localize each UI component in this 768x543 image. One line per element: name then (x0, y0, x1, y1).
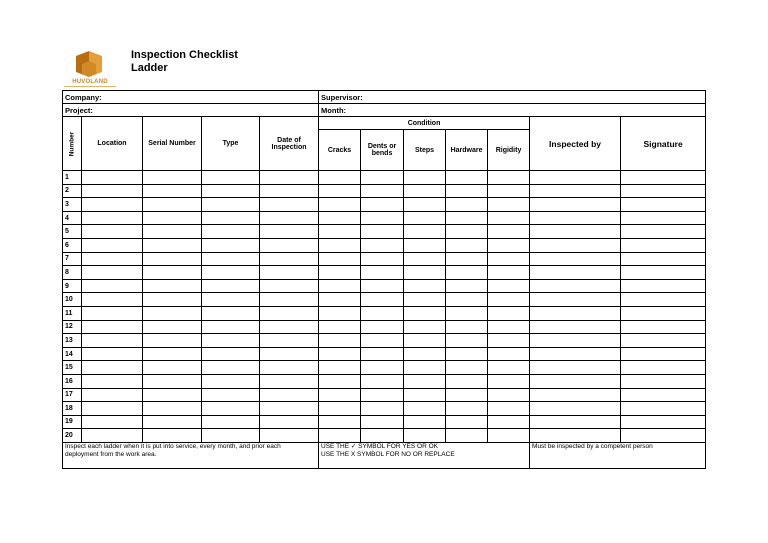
rigidity-cell[interactable] (488, 320, 530, 334)
table-row (63, 334, 706, 348)
table-row (63, 266, 706, 280)
rigidity-cell[interactable] (488, 347, 530, 361)
hardware-cell[interactable] (446, 361, 488, 375)
cracks-cell[interactable] (319, 402, 361, 416)
type-cell[interactable] (202, 429, 260, 443)
dents-or-bends-cell[interactable] (361, 225, 404, 239)
inspected-by-cell[interactable] (530, 429, 621, 443)
type-cell[interactable] (202, 402, 260, 416)
hardware-cell[interactable] (446, 320, 488, 334)
inspected-by-cell[interactable] (530, 320, 621, 334)
hardware-cell[interactable] (446, 184, 488, 198)
date-of-inspection-cell[interactable] (260, 279, 319, 293)
signature-cell[interactable] (621, 320, 706, 334)
signature-header: Signature (621, 117, 706, 171)
serial-number-cell[interactable] (143, 374, 202, 388)
title-line-2: Ladder (131, 62, 168, 74)
steps-cell[interactable] (404, 402, 446, 416)
inspected-by-cell[interactable] (530, 347, 621, 361)
date-of-inspection-cell[interactable] (260, 402, 319, 416)
steps-cell[interactable] (404, 306, 446, 320)
cracks-cell[interactable] (319, 171, 361, 185)
serial-number-cell[interactable] (143, 198, 202, 212)
dents-or-bends-cell[interactable] (361, 184, 404, 198)
date-of-inspection-cell[interactable] (260, 198, 319, 212)
dents-or-bends-cell[interactable] (361, 334, 404, 348)
location-cell[interactable] (82, 266, 143, 280)
logo-text: HUVOLAND (72, 79, 108, 85)
type-cell[interactable] (202, 374, 260, 388)
table-row (63, 388, 706, 402)
steps-cell[interactable] (404, 334, 446, 348)
hardware-cell[interactable] (446, 225, 488, 239)
rigidity-cell[interactable] (488, 361, 530, 375)
table-row (63, 320, 706, 334)
footer-row (63, 442, 706, 468)
steps-cell[interactable] (404, 211, 446, 225)
dents-or-bends-cell[interactable] (361, 198, 404, 212)
row-number: 6 (63, 238, 82, 252)
location-cell[interactable] (82, 293, 143, 307)
month-field[interactable]: Month: (319, 104, 706, 117)
date-of-inspection-cell[interactable] (260, 238, 319, 252)
cracks-cell[interactable] (319, 225, 361, 239)
cracks-cell[interactable] (319, 211, 361, 225)
signature-cell[interactable] (621, 225, 706, 239)
inspected-by-header: Inspected by (530, 117, 621, 171)
cracks-cell[interactable] (319, 279, 361, 293)
steps-cell[interactable] (404, 266, 446, 280)
serial-number-cell[interactable] (143, 211, 202, 225)
location-cell[interactable] (82, 252, 143, 266)
type-cell[interactable] (202, 266, 260, 280)
signature-cell[interactable] (621, 238, 706, 252)
cracks-cell[interactable] (319, 334, 361, 348)
location-cell[interactable] (82, 306, 143, 320)
project-field[interactable]: Project: (63, 104, 319, 117)
hardware-cell[interactable] (446, 211, 488, 225)
signature-cell[interactable] (621, 361, 706, 375)
inspected-by-cell[interactable] (530, 306, 621, 320)
hardware-header: Hardware (446, 130, 488, 171)
rigidity-header: Rigidity (488, 130, 530, 171)
cracks-cell[interactable] (319, 429, 361, 443)
cracks-header: Cracks (319, 130, 361, 171)
table-row (63, 361, 706, 375)
type-cell[interactable] (202, 184, 260, 198)
type-cell[interactable] (202, 211, 260, 225)
table-row (63, 252, 706, 266)
condition-header: Condition (319, 117, 530, 130)
steps-cell[interactable] (404, 429, 446, 443)
steps-cell[interactable] (404, 198, 446, 212)
number-header (63, 117, 82, 171)
type-cell[interactable] (202, 361, 260, 375)
serial-number-cell[interactable] (143, 225, 202, 239)
inspected-by-cell[interactable] (530, 171, 621, 185)
row-number: 18 (63, 402, 82, 416)
steps-cell[interactable] (404, 374, 446, 388)
date-of-inspection-cell[interactable] (260, 388, 319, 402)
date-of-inspection-cell[interactable] (260, 347, 319, 361)
date-of-inspection-header: Date of Inspection (260, 117, 319, 171)
serial-number-cell[interactable] (143, 320, 202, 334)
serial-number-cell[interactable] (143, 347, 202, 361)
row-number: 17 (63, 388, 82, 402)
symbol-legend (319, 442, 530, 468)
steps-cell[interactable] (404, 238, 446, 252)
date-of-inspection-cell[interactable] (260, 184, 319, 198)
steps-cell[interactable] (404, 320, 446, 334)
hardware-cell[interactable] (446, 374, 488, 388)
rigidity-cell[interactable] (488, 252, 530, 266)
rigidity-cell[interactable] (488, 198, 530, 212)
location-cell[interactable] (82, 334, 143, 348)
row-number: 15 (63, 361, 82, 375)
signature-cell[interactable] (621, 429, 706, 443)
inspected-by-cell[interactable] (530, 211, 621, 225)
steps-cell[interactable] (404, 252, 446, 266)
rigidity-cell[interactable] (488, 334, 530, 348)
inspected-by-cell[interactable] (530, 266, 621, 280)
company-field[interactable]: Company: (63, 91, 319, 104)
row-number: 1 (63, 171, 82, 185)
row-number: 2 (63, 184, 82, 198)
signature-cell[interactable] (621, 266, 706, 280)
rigidity-cell[interactable] (488, 238, 530, 252)
type-cell[interactable] (202, 225, 260, 239)
rigidity-cell[interactable] (488, 171, 530, 185)
row-number: 14 (63, 347, 82, 361)
date-of-inspection-cell[interactable] (260, 225, 319, 239)
hardware-cell[interactable] (446, 171, 488, 185)
signature-cell[interactable] (621, 184, 706, 198)
hardware-cell[interactable] (446, 293, 488, 307)
inspected-by-cell[interactable] (530, 361, 621, 375)
type-cell[interactable] (202, 334, 260, 348)
serial-number-cell[interactable] (143, 266, 202, 280)
cracks-cell[interactable] (319, 374, 361, 388)
steps-cell[interactable] (404, 293, 446, 307)
inspected-by-cell[interactable] (530, 388, 621, 402)
table-row (63, 374, 706, 388)
instruction-note: Inspect each ladder when it is put into service, every month, and prior each deployment from the work area. (63, 442, 319, 468)
table-row (63, 402, 706, 416)
dents-or-bends-cell[interactable] (361, 320, 404, 334)
date-of-inspection-cell[interactable] (260, 415, 319, 429)
location-header: Location (82, 117, 143, 171)
table-row (63, 306, 706, 320)
location-cell[interactable] (82, 184, 143, 198)
date-of-inspection-cell[interactable] (260, 334, 319, 348)
dents-or-bends-cell[interactable] (361, 252, 404, 266)
header-row-1 (63, 117, 706, 130)
logo-underline (64, 86, 116, 87)
hardware-cell[interactable] (446, 415, 488, 429)
inspection-checklist-table (62, 90, 706, 469)
cracks-cell[interactable] (319, 320, 361, 334)
inspected-by-cell[interactable] (530, 293, 621, 307)
serial-number-cell[interactable] (143, 184, 202, 198)
supervisor-field[interactable]: Supervisor: (319, 91, 706, 104)
row-number: 4 (63, 211, 82, 225)
table-row (63, 211, 706, 225)
cracks-cell[interactable] (319, 266, 361, 280)
serial-number-cell[interactable] (143, 429, 202, 443)
info-row-company (63, 91, 706, 104)
type-cell[interactable] (202, 306, 260, 320)
dents-or-bends-cell[interactable] (361, 415, 404, 429)
serial-number-header: Serial Number (143, 117, 202, 171)
date-of-inspection-cell[interactable] (260, 374, 319, 388)
dents-or-bends-cell[interactable] (361, 293, 404, 307)
info-row-project (63, 104, 706, 117)
dents-or-bends-cell[interactable] (361, 266, 404, 280)
signature-cell[interactable] (621, 279, 706, 293)
dents-or-bends-cell[interactable] (361, 306, 404, 320)
table-row (63, 347, 706, 361)
rigidity-cell[interactable] (488, 374, 530, 388)
number-header-label: Number (68, 131, 76, 156)
table-row (63, 198, 706, 212)
cracks-cell[interactable] (319, 361, 361, 375)
table-row (63, 171, 706, 185)
rigidity-cell[interactable] (488, 402, 530, 416)
cracks-cell[interactable] (319, 347, 361, 361)
signature-cell[interactable] (621, 347, 706, 361)
inspected-by-cell[interactable] (530, 402, 621, 416)
cracks-cell[interactable] (319, 184, 361, 198)
type-cell[interactable] (202, 293, 260, 307)
competent-person-note: Must be inspected by a competent person (530, 442, 706, 468)
row-number: 20 (63, 429, 82, 443)
steps-cell[interactable] (404, 388, 446, 402)
type-cell[interactable] (202, 198, 260, 212)
rigidity-cell[interactable] (488, 306, 530, 320)
inspected-by-cell[interactable] (530, 279, 621, 293)
dents-or-bends-cell[interactable] (361, 211, 404, 225)
location-cell[interactable] (82, 429, 143, 443)
table-row (63, 279, 706, 293)
steps-cell[interactable] (404, 347, 446, 361)
cracks-cell[interactable] (319, 238, 361, 252)
dents-or-bends-cell[interactable] (361, 374, 404, 388)
hardware-cell[interactable] (446, 347, 488, 361)
serial-number-cell[interactable] (143, 171, 202, 185)
serial-number-cell[interactable] (143, 402, 202, 416)
cracks-cell[interactable] (319, 415, 361, 429)
serial-number-cell[interactable] (143, 415, 202, 429)
location-cell[interactable] (82, 347, 143, 361)
dents-or-bends-cell[interactable] (361, 429, 404, 443)
rigidity-cell[interactable] (488, 429, 530, 443)
inspected-by-cell[interactable] (530, 198, 621, 212)
date-of-inspection-cell[interactable] (260, 429, 319, 443)
inspected-by-cell[interactable] (530, 252, 621, 266)
steps-cell[interactable] (404, 279, 446, 293)
inspected-by-cell[interactable] (530, 374, 621, 388)
row-number: 9 (63, 279, 82, 293)
date-of-inspection-cell[interactable] (260, 171, 319, 185)
row-number: 12 (63, 320, 82, 334)
signature-cell[interactable] (621, 415, 706, 429)
table-row (63, 184, 706, 198)
location-cell[interactable] (82, 225, 143, 239)
rigidity-cell[interactable] (488, 279, 530, 293)
hardware-cell[interactable] (446, 306, 488, 320)
dents-or-bends-cell[interactable] (361, 402, 404, 416)
hardware-cell[interactable] (446, 252, 488, 266)
serial-number-cell[interactable] (143, 238, 202, 252)
serial-number-cell[interactable] (143, 361, 202, 375)
date-of-inspection-cell[interactable] (260, 320, 319, 334)
signature-cell[interactable] (621, 388, 706, 402)
type-cell[interactable] (202, 171, 260, 185)
date-of-inspection-cell[interactable] (260, 293, 319, 307)
steps-header: Steps (404, 130, 446, 171)
hardware-cell[interactable] (446, 334, 488, 348)
serial-number-cell[interactable] (143, 279, 202, 293)
type-cell[interactable] (202, 279, 260, 293)
table-row (63, 238, 706, 252)
row-number: 3 (63, 198, 82, 212)
hardware-cell[interactable] (446, 429, 488, 443)
rigidity-cell[interactable] (488, 415, 530, 429)
cracks-cell[interactable] (319, 306, 361, 320)
row-number: 7 (63, 252, 82, 266)
page-title (131, 49, 238, 75)
location-cell[interactable] (82, 388, 143, 402)
type-cell[interactable] (202, 320, 260, 334)
hardware-cell[interactable] (446, 198, 488, 212)
signature-cell[interactable] (621, 252, 706, 266)
rigidity-cell[interactable] (488, 266, 530, 280)
type-cell[interactable] (202, 388, 260, 402)
cracks-cell[interactable] (319, 252, 361, 266)
serial-number-cell[interactable] (143, 252, 202, 266)
dents-or-bends-cell[interactable] (361, 171, 404, 185)
location-cell[interactable] (82, 374, 143, 388)
location-cell[interactable] (82, 320, 143, 334)
hardware-cell[interactable] (446, 402, 488, 416)
rigidity-cell[interactable] (488, 184, 530, 198)
location-cell[interactable] (82, 171, 143, 185)
location-cell[interactable] (82, 361, 143, 375)
rigidity-cell[interactable] (488, 388, 530, 402)
hardware-cell[interactable] (446, 266, 488, 280)
location-cell[interactable] (82, 198, 143, 212)
hardware-cell[interactable] (446, 279, 488, 293)
row-number: 11 (63, 306, 82, 320)
location-cell[interactable] (82, 238, 143, 252)
inspected-by-cell[interactable] (530, 415, 621, 429)
type-header: Type (202, 117, 260, 171)
table-row (63, 415, 706, 429)
type-cell[interactable] (202, 347, 260, 361)
location-cell[interactable] (82, 415, 143, 429)
type-cell[interactable] (202, 252, 260, 266)
location-cell[interactable] (82, 211, 143, 225)
inspected-by-cell[interactable] (530, 225, 621, 239)
steps-cell[interactable] (404, 225, 446, 239)
serial-number-cell[interactable] (143, 334, 202, 348)
dents-or-bends-cell[interactable] (361, 279, 404, 293)
inspected-by-cell[interactable] (530, 238, 621, 252)
inspected-by-cell[interactable] (530, 184, 621, 198)
steps-cell[interactable] (404, 184, 446, 198)
location-cell[interactable] (82, 279, 143, 293)
row-number: 16 (63, 374, 82, 388)
symbol-no-note: USE THE X SYMBOL FOR NO OR REPLACE (321, 450, 455, 458)
serial-number-cell[interactable] (143, 388, 202, 402)
row-number: 13 (63, 334, 82, 348)
title-line-1: Inspection Checklist (131, 49, 238, 61)
dents-or-bends-cell[interactable] (361, 347, 404, 361)
signature-cell[interactable] (621, 198, 706, 212)
cracks-cell[interactable] (319, 198, 361, 212)
signature-cell[interactable] (621, 402, 706, 416)
rigidity-cell[interactable] (488, 211, 530, 225)
row-number: 10 (63, 293, 82, 307)
symbol-yes-note: USE THE ✓ SYMBOL FOR YES OR OK (321, 442, 438, 450)
steps-cell[interactable] (404, 415, 446, 429)
date-of-inspection-cell[interactable] (260, 252, 319, 266)
row-number: 8 (63, 266, 82, 280)
inspected-by-cell[interactable] (530, 334, 621, 348)
dents-or-bends-cell[interactable] (361, 238, 404, 252)
location-cell[interactable] (82, 402, 143, 416)
date-of-inspection-cell[interactable] (260, 211, 319, 225)
table-row (63, 293, 706, 307)
row-number: 5 (63, 225, 82, 239)
date-of-inspection-cell[interactable] (260, 306, 319, 320)
table-row (63, 429, 706, 443)
hardware-cell[interactable] (446, 238, 488, 252)
date-of-inspection-cell[interactable] (260, 266, 319, 280)
cracks-cell[interactable] (319, 388, 361, 402)
signature-cell[interactable] (621, 374, 706, 388)
signature-cell[interactable] (621, 334, 706, 348)
type-cell[interactable] (202, 238, 260, 252)
table-row (63, 225, 706, 239)
rigidity-cell[interactable] (488, 225, 530, 239)
dents-or-bends-cell[interactable] (361, 361, 404, 375)
date-of-inspection-cell[interactable] (260, 361, 319, 375)
serial-number-cell[interactable] (143, 293, 202, 307)
signature-cell[interactable] (621, 211, 706, 225)
row-number: 19 (63, 415, 82, 429)
hardware-cell[interactable] (446, 388, 488, 402)
serial-number-cell[interactable] (143, 306, 202, 320)
steps-cell[interactable] (404, 361, 446, 375)
signature-cell[interactable] (621, 171, 706, 185)
rigidity-cell[interactable] (488, 293, 530, 307)
signature-cell[interactable] (621, 306, 706, 320)
type-cell[interactable] (202, 415, 260, 429)
signature-cell[interactable] (621, 293, 706, 307)
dents-or-bends-header: Dents or bends (361, 130, 404, 171)
steps-cell[interactable] (404, 171, 446, 185)
dents-or-bends-cell[interactable] (361, 388, 404, 402)
cracks-cell[interactable] (319, 293, 361, 307)
